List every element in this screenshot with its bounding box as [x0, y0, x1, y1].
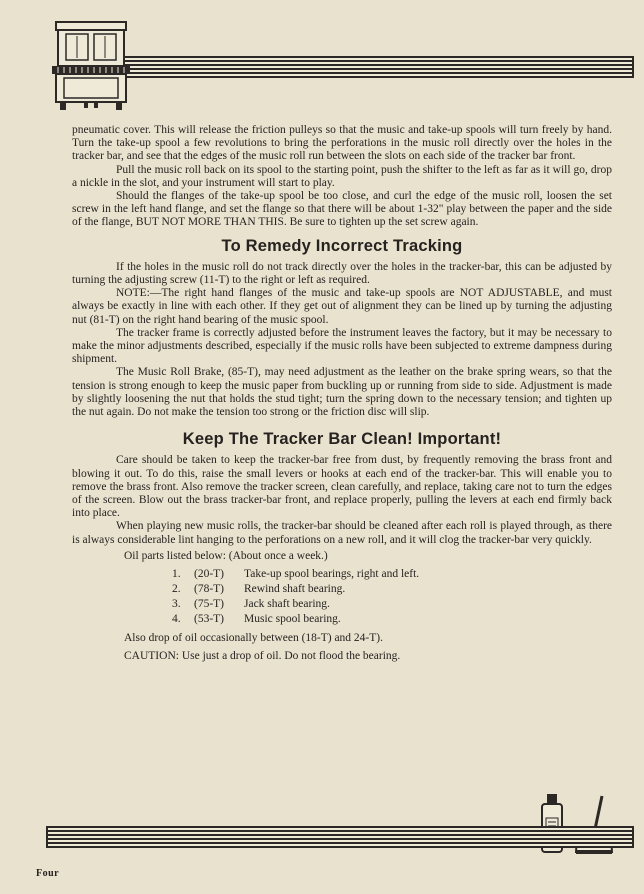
list-item: [172, 597, 612, 612]
tracking-paragraph: NOTE:—The right hand flanges of the music and take-up spools are NOT ADJUSTABLE, and must always be exactly in line with each other. If they get out of alignment they can be lined up by turning the adjusting nut (81-T) on the right hand bearing of the music spool.: [72, 287, 612, 326]
oil-item-code: (53-T): [194, 613, 225, 626]
intro-paragraph: Should the flanges of the take-up spool be too close, and curl the edge of the music roll, loosen the set screw in the left hand flange, and set the flange so that there will be about 1-32" play between the paper and the side of the flange, BUT NOT MORE THAN THIS. Be sure to tighten up the set screw again.: [72, 190, 612, 229]
also-oil-note: Also drop of oil occasionally between (18-T) and 24-T).: [124, 632, 383, 645]
oil-item-code: (20-T): [194, 568, 225, 581]
tracking-paragraph: The tracker frame is correctly adjusted before the instrument leaves the factory, but it may be necessary to make the minor adjustments described, especially if the music rolls have been subjected to extreme dampness during shipment.: [72, 326, 612, 366]
player-piano-illustration: [44, 18, 136, 112]
tracker-paragraph: Care should be taken to keep the tracker-bar free from dust, by frequently removing the brass front and blowing it out. To do this, raise the small levers or hooks at each end of the tracker-bar. This will enable you to remove the brass front. Also remove the tracker screen, clean carefully, and replace, taking care not to turn the edges of the screen. Blow out the brass tracker-bar front, and replace properly, pulling the levers at each end firmly back into place.: [72, 454, 612, 520]
oil-item-number: 2.: [172, 583, 181, 596]
list-item: [172, 582, 612, 597]
tracker-paragraph: When playing new music rolls, the tracker-bar should be cleaned after each roll is played through, as there is always considerable lint hanging to the perforations on a new roll, and it will clog the tracker-bar very quickly.: [72, 520, 612, 546]
list-item: [172, 567, 612, 582]
oil-item-number: 1.: [172, 568, 181, 581]
oil-item-text: Music spool bearing.: [244, 613, 341, 626]
oil-item-code: (78-T): [194, 583, 225, 596]
list-item: [172, 612, 612, 627]
oil-item-text: Jack shaft bearing.: [244, 598, 330, 611]
footer-rule-band: [46, 826, 634, 848]
oil-item-number: 4.: [172, 613, 181, 626]
caution-note: CAUTION: Use just a drop of oil. Do not flood the bearing.: [124, 650, 401, 663]
tracking-paragraph: If the holes in the music roll do not track directly over the holes in the tracker-bar, this can be adjusted by turning the adjusting screw (11-T) to the right or left as required.: [72, 260, 612, 287]
page-number: Four: [36, 868, 60, 879]
page-body: [72, 124, 612, 663]
oil-item-code: (75-T): [194, 598, 225, 611]
oil-parts-intro: Oil parts listed below: (About once a week.): [124, 549, 328, 562]
oil-parts-list: [72, 567, 612, 627]
tracker-bar-heading: Keep The Tracker Bar Clean! Important!: [182, 430, 502, 449]
header-rule-band: [92, 56, 634, 78]
oil-item-number: 3.: [172, 598, 181, 611]
intro-paragraph: Pull the music roll back on its spool to the starting point, push the shifter to the left as far as it will go, drop a nickle in the slot, and your instrument will start to play.: [72, 163, 612, 189]
oil-item-text: Take-up spool bearings, right and left.: [244, 568, 420, 581]
intro-paragraph: pneumatic cover. This will release the friction pulleys so that the music and take-up spools will turn freely by hand. Turn the take-up spool a few revolutions to bring the perforations in the music roll directly over the holes in the tracker bar, and see that the edges of the music roll run between the slots on each side of the tracker bar front.: [72, 124, 612, 163]
tracking-paragraph: The Music Roll Brake, (85-T), may need adjustment as the leather on the brake spring wears, so that the tension is strong enough to keep the music paper from buckling up or running from side to side. Adjustment is made by slightly loosening the nut that holds the stud tight; turn the spring down to the necessary tension; and tighten up the nut again. Do not make the tension too strong or the friction disc will slip.: [72, 366, 612, 419]
oil-item-text: Rewind shaft bearing.: [244, 583, 346, 596]
oil-can-illustration: [532, 790, 632, 860]
tracking-heading: To Remedy Incorrect Tracking: [221, 236, 463, 255]
